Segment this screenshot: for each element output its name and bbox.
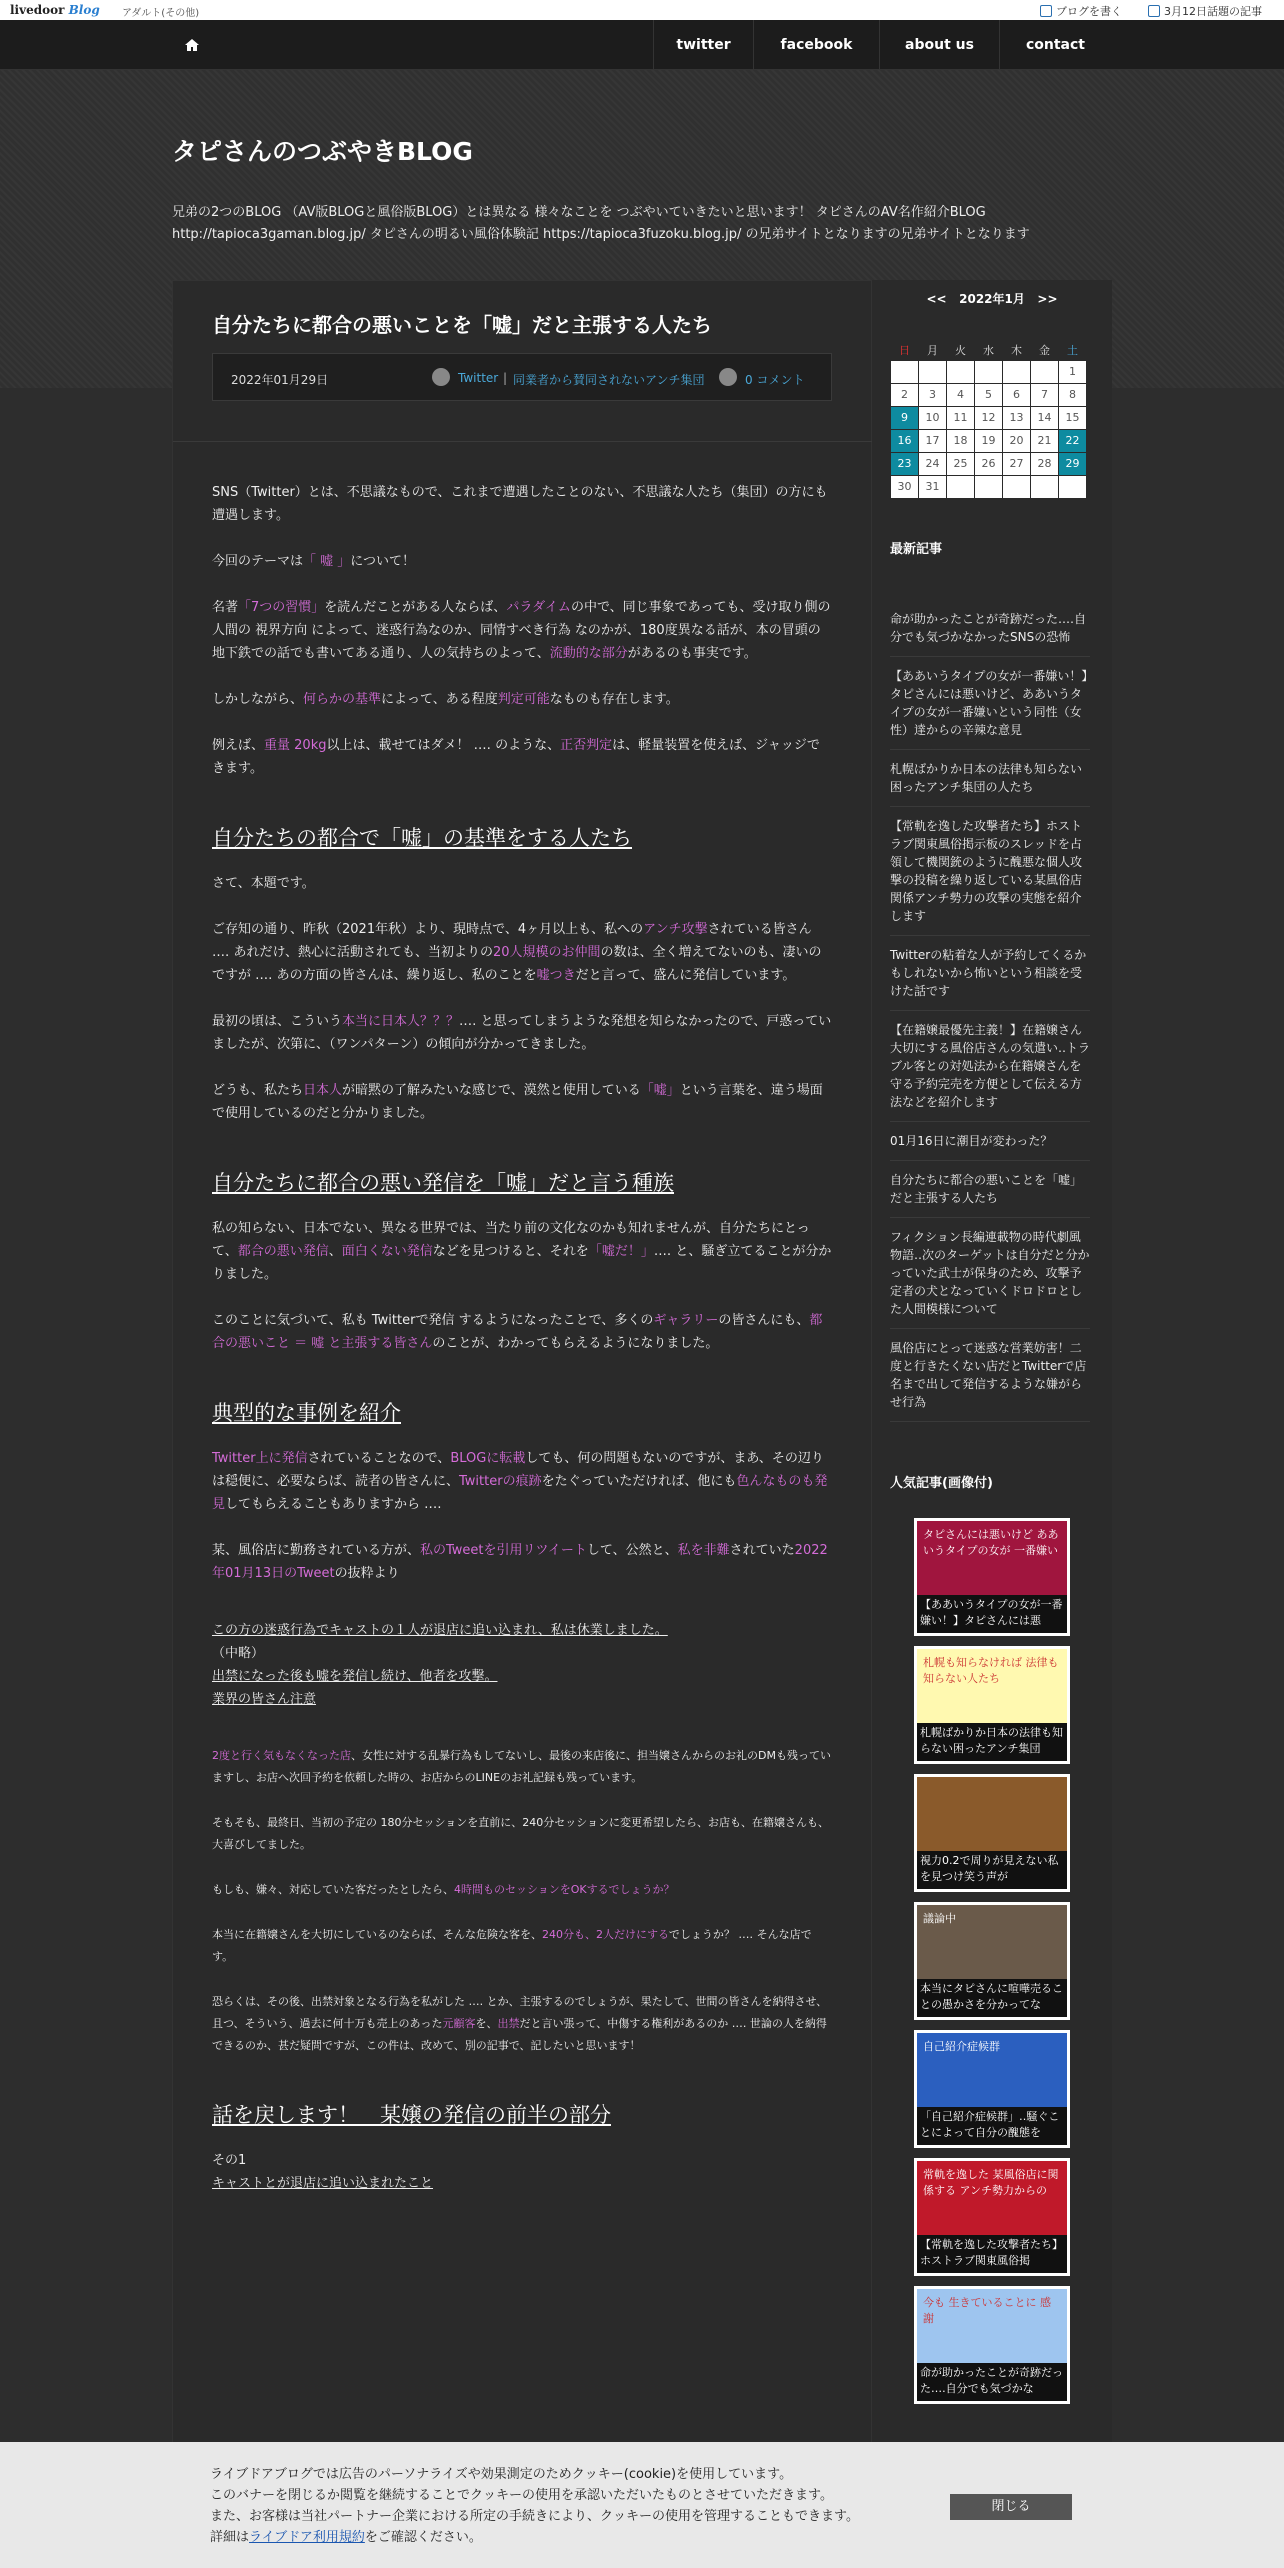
paragraph: 名著「7つの習慣」を読んだことがある人ならば、パラダイムの中で、同じ事象であっても、受け取り側の人間の 視界方向 によって、迷惑行為なのか、同情すべき行為 なのかが、180度異なる話が、本の冒頭の地下鉄での話でも書いてある通り、人の気持ちのよって、流動的な部分があるのも事実です。 (212, 600, 831, 661)
cookie-text: ライブドアブログでは広告のパーソナライズや効果測定のためクッキー(cookie)を使用しています。 このバナーを閉じるか閲覧を継続することでクッキーの使用を承認いただいたものとさせていただきます。 また、お客様は当社パートナー企業における所定の手続きにより、クッキーの使用を管理することもできます。 詳細はライブドア利用規約をご確認ください。 (210, 2467, 859, 2545)
calendar-day[interactable]: 7 (1031, 383, 1059, 406)
calendar-day[interactable]: 15 (1059, 406, 1087, 429)
calendar-day[interactable]: 12 (975, 406, 1003, 429)
section-heading: 自分たちに都合の悪い発信を「嘘」だと言う種族 (212, 1171, 674, 1195)
popular-caption: 命が助かったことが奇跡だった‥‥自分でも気づかな (917, 2363, 1067, 2401)
calendar-day[interactable]: 22 (1059, 429, 1087, 452)
popular-heading: 人気記事(画像付) (890, 1476, 993, 1491)
popular-item[interactable] (914, 1902, 1070, 2020)
calendar-month: 2022年1月 (959, 292, 1025, 306)
divider (173, 441, 873, 442)
nav-facebook[interactable]: facebook (753, 20, 879, 70)
recent-item[interactable]: フィクション長編連載物の時代劇風物語‥次のターゲットは自分だと分かっていた武士が保身のため、攻撃予定者の犬となっていくドロドロとした人間模様について (890, 1218, 1090, 1329)
small-paragraph: もしも、嫌々、対応していた客だったとしたら、4時間ものセッションをOKするでしょうか？ (212, 1883, 675, 1896)
calendar-table (890, 340, 1087, 499)
quote-line: （中略） (212, 1646, 265, 1661)
calendar-day (1031, 360, 1059, 383)
write-blog-label: ブログを書く (1056, 5, 1122, 18)
topic-label: 3月12日話題の記事 (1164, 5, 1262, 18)
calendar-day[interactable]: 30 (891, 475, 919, 498)
calendar-day[interactable]: 16 (891, 429, 919, 452)
paragraph: その1 (212, 2153, 247, 2168)
small-paragraph: 本当に在籍嬢さんを大切にしているのならば、そんな危険な客を、240分も、2人だけにするでしょうか？ ‥‥ そんな店です。 (212, 1928, 812, 1963)
popular-item[interactable] (914, 1646, 1070, 1764)
calendar-icon (1148, 5, 1160, 17)
calendar-day[interactable]: 6 (1003, 383, 1031, 406)
calendar-day[interactable]: 18 (947, 429, 975, 452)
popular-caption: 札幌ばかりか日本の法律も知らない困ったアンチ集団 (917, 1723, 1067, 1761)
comment-count-link[interactable]: 0 コメント (745, 373, 805, 387)
calendar-next[interactable]: >> (1037, 292, 1058, 306)
calendar-day[interactable]: 17 (919, 429, 947, 452)
recent-item[interactable]: 札幌ばかりか日本の法律も知らない困ったアンチ集団の人たち (890, 750, 1090, 807)
weekday-label: 日 (899, 343, 910, 357)
calendar-day[interactable]: 23 (891, 452, 919, 475)
recent-heading: 最新記事 (890, 542, 943, 557)
topic-link[interactable] (1148, 3, 1262, 19)
folder-icon (432, 368, 450, 386)
blog-description: 兄弟の2つのBLOG （AV版BLOGと風俗版BLOG）とは異なる 様々なことを つぶやいていきたいと思います！ タピさんのAV名作紹介BLOG http://tapioca3gaman.blog.jp/ タピさんの明るい風俗体験記 https://tapioca3fuzoku.blog.jp/ の兄弟サイトとなりますの兄弟サイトとなります (172, 205, 1030, 242)
cookie-close-button[interactable]: 閉じる (950, 2494, 1072, 2520)
popular-item[interactable] (914, 1518, 1070, 1636)
recent-item[interactable]: Twitterの粘着な人が予約してくるかもしれないから怖いという相談を受けた話です (890, 936, 1090, 1011)
calendar-day (1059, 475, 1087, 498)
blog-title[interactable]: タピさんのつぶやきBLOG (172, 137, 473, 166)
pencil-icon (1040, 5, 1052, 17)
popular-thumbnail: 自己紹介症候群 (917, 2033, 1067, 2113)
popular-caption: 【常軌を逸した攻撃者たち】ホストラブ関東風俗掲 (917, 2235, 1067, 2273)
weekday-label: 木 (1011, 343, 1022, 357)
weekday-label: 月 (927, 343, 938, 357)
calendar-header (872, 280, 1112, 307)
calendar-day[interactable]: 25 (947, 452, 975, 475)
calendar-prev[interactable]: << (926, 292, 947, 306)
paragraph: 私の知らない、日本でない、異なる世界では、当たり前の文化なのかも知れませんが、自分たちにとって、都合の悪い発信、面白くない発信などを見つけると、それを「嘘だ！」‥‥ と、騒ぎ立てることが分かりました。 (212, 1221, 832, 1282)
recent-item[interactable]: 命が助かったことが奇跡だった‥‥自分でも気づかなかったSNSの恐怖 (890, 600, 1090, 657)
comment-icon (719, 368, 737, 386)
article-column (172, 280, 872, 2568)
logo-text: livedoor (10, 3, 65, 17)
calendar-day[interactable]: 31 (919, 475, 947, 498)
category-separator: | (503, 371, 508, 385)
small-paragraph: 恐らくは、その後、出禁対象となる行為を私がした ‥‥ とか、主張するのでしょうが、果たして、世間の皆さんを納得させ、且つ、そういう、過去に何十万も売上のあった元顧客を、出禁だと言い張って、中傷する権利があるのか ‥‥ 世論の人を納得できるのか、甚だ疑問ですが、この件は、改めて、別の記事で、記したいと思います！ (212, 1995, 828, 2052)
paragraph: さて、本題です。 (212, 876, 315, 891)
quote-line: この方の迷惑行為でキャストの１人が退店に追い込まれ、私は休業しました。 (212, 1623, 668, 1638)
calendar-day[interactable]: 28 (1031, 452, 1059, 475)
popular-thumbnail: タピさんには悪いけど ああいうタイプの女が 一番嫌い (917, 1521, 1067, 1601)
article-meta (212, 353, 832, 401)
calendar-day (1031, 475, 1059, 498)
article-date: 2022年01月29日 (231, 373, 329, 387)
paragraph: どうも、私たち日本人が暗黙の了解みたいな感じで、漠然と使用している「嘘」という言葉を、違う場面で使用しているのだと分かりました。 (212, 1083, 823, 1121)
calendar-day[interactable]: 10 (919, 406, 947, 429)
small-paragraph: そもそも、最終日、当初の予定の 180分セッションを直前に、240分セッションに変更希望したら、お店も、在籍嬢さんも、大喜びしてました。 (212, 1816, 830, 1851)
calendar-day[interactable]: 24 (919, 452, 947, 475)
paragraph: Twitter上に発信されていることなので、BLOGに転載しても、何の問題もないのですが、まあ、その辺りは穏便に、必要ならば、読者の皆さんに、Twitterの痕跡をたぐっていただければ、他にも色んなものも発見してもらえることもありますから ‥‥ (212, 1451, 828, 1512)
weekday-label: 金 (1039, 343, 1050, 357)
paragraph: ご存知の通り、昨秋（2021年秋）より、現時点で、4ヶ月以上も、私へのアンチ攻撃されている皆さん ‥‥ あれだけ、熱心に活動されても、当初よりの20人規模のお仲間の数は、全く増えてないのも、凄いのですが ‥‥ あの方面の皆さんは、繰り返し、私のことを嘘つきだと言って、盛んに発信しています。 (212, 922, 822, 983)
recent-item[interactable]: 【ああいうタイプの女が一番嫌い！】タピさんには悪いけど、ああいうタイプの女が一番嫌いという同性（女性）達からの辛辣な意見 (890, 657, 1090, 750)
quote-line: 業界の皆さん注意 (212, 1692, 317, 1707)
popular-caption: 視力0.2で周りが見えない私を見つけ笑う声が (917, 1851, 1067, 1889)
calendar-day[interactable]: 9 (891, 406, 919, 429)
section-heading: 典型的な事例を紹介 (212, 1401, 401, 1425)
popular-item[interactable] (914, 1774, 1070, 1892)
calendar-day[interactable]: 8 (1059, 383, 1087, 406)
paragraph: キャストとが退店に追い込まれたこと (212, 2176, 434, 2191)
calendar-day[interactable]: 19 (975, 429, 1003, 452)
popular-caption: 本当にタピさんに喧嘩売ることの愚かさを分かってな (917, 1979, 1067, 2017)
category-link-twitter[interactable]: Twitter (458, 371, 499, 385)
quote-line: 出禁になった後も嘘を発信し続け、他者を攻撃。 (212, 1669, 498, 1684)
calendar (872, 280, 1112, 493)
terms-link[interactable]: ライブドア利用規約 (249, 2530, 365, 2545)
paragraph: このことに気づいて、私も Twitterで発信 するようになったことで、多くのギャラリーの皆さんにも、都合の悪いこと ＝ 嘘 と主張する皆さんのことが、わかってもらえるようになりました。 (212, 1313, 823, 1351)
recent-item[interactable]: 【在籍嬢最優先主義！】在籍嬢さん大切にする風俗店さんの気遣い‥トラブル客との対処法から在籍嬢さんを守る予約完売を方便として伝える方法などを紹介します (890, 1011, 1090, 1122)
calendar-day[interactable]: 14 (1031, 406, 1059, 429)
weekday-label: 土 (1067, 343, 1078, 357)
calendar-day[interactable]: 26 (975, 452, 1003, 475)
article-body (212, 481, 832, 2195)
calendar-day[interactable]: 20 (1003, 429, 1031, 452)
global-nav (0, 20, 1284, 70)
popular-item[interactable] (914, 2158, 1070, 2276)
calendar-day (1003, 360, 1031, 383)
calendar-day[interactable]: 4 (947, 383, 975, 406)
recent-item[interactable]: 風俗店にとって迷惑な営業妨害！二度と行きたくない店だとTwitterで店名まで出して発信するような嫌がらせ行為 (890, 1329, 1090, 1422)
write-blog-link[interactable] (1040, 3, 1122, 19)
calendar-day[interactable]: 13 (1003, 406, 1031, 429)
logo-blog: Blog (68, 3, 100, 17)
paragraph: 最初の頃は、こういう本当に日本人？？？‥‥ と思ってしまうような発想を知らなかったので、戸惑っていましたが、次第に、（ワンパターン）の傾向が分かってきました。 (212, 1014, 832, 1052)
popular-item[interactable] (914, 2030, 1070, 2148)
recent-item[interactable]: 【常軌を逸した攻撃者たち】ホストラブ関東風俗掲示板のスレッドを占領して機関銃のように醜悪な個人攻撃の投稿を繰り返している某風俗店関係アンチ勢力の攻撃の実態を紹介します (890, 807, 1090, 936)
home-icon[interactable] (183, 36, 201, 54)
paragraph: 今回のテーマは「 嘘 」について！ (212, 554, 416, 569)
weekday-label: 水 (983, 343, 994, 357)
calendar-day (975, 360, 1003, 383)
calendar-day[interactable]: 21 (1031, 429, 1059, 452)
calendar-day[interactable]: 3 (919, 383, 947, 406)
popular-thumbnail: 常軌を逸した 某風俗店に関係する アンチ勢力からの (917, 2161, 1067, 2241)
calendar-day[interactable]: 2 (891, 383, 919, 406)
popular-thumbnail (917, 1777, 1067, 1857)
paragraph: 例えば、重量 20kg以上は、載せてはダメ！ ‥‥ のような、正否判定は、軽量装置を使えば、ジャッジできます。 (212, 738, 820, 776)
section-heading: 自分たちの都合で「嘘」の基準をする人たち (212, 826, 632, 850)
nav-contact[interactable]: contact (999, 20, 1111, 70)
weekday-label: 火 (955, 343, 966, 357)
popular-thumbnail: 札幌も知らなければ 法律も知らない人たち (917, 1649, 1067, 1729)
recent-item[interactable]: 01月16日に潮目が変わった？ (890, 1122, 1090, 1161)
calendar-day[interactable]: 1 (1059, 360, 1087, 383)
calendar-day (919, 360, 947, 383)
popular-list (914, 1518, 1070, 2414)
popular-caption: 【ああいうタイプの女が一番嫌い！】タピさんには悪 (917, 1595, 1067, 1633)
article-title[interactable]: 自分たちに都合の悪いことを「嘘」だと主張する人たち (212, 313, 712, 337)
blog-category[interactable]: アダルト(その他) (122, 8, 200, 19)
popular-item[interactable] (914, 2286, 1070, 2404)
section-heading: 話を戻します！ 某嬢の発信の前半の部分 (212, 2103, 611, 2127)
popular-caption: 「自己紹介症候群」‥騒ぐことによって自分の醜態を (917, 2107, 1067, 2145)
category-link-anti[interactable]: 同業者から賛同されないアンチ集団 (513, 373, 705, 387)
calendar-day (975, 475, 1003, 498)
popular-thumbnail: 議論中 (917, 1905, 1067, 1985)
calendar-day[interactable]: 27 (1003, 452, 1031, 475)
livedoor-topbar (0, 0, 1284, 20)
quote-block (212, 1619, 832, 1711)
nav-about-us[interactable]: about us (879, 20, 999, 70)
cookie-banner (0, 2442, 1284, 2568)
calendar-day[interactable]: 5 (975, 383, 1003, 406)
recent-item[interactable]: 自分たちに都合の悪いことを「嘘」だと主張する人たち (890, 1161, 1090, 1218)
livedoor-logo[interactable] (10, 3, 100, 17)
calendar-day[interactable]: 29 (1059, 452, 1087, 475)
sidebar (872, 280, 1112, 2568)
calendar-day (891, 360, 919, 383)
paragraph: SNS（Twitter）とは、不思議なもので、これまで遭遇したことのない、不思議な人たち（集団）の方にも遭遇します。 (212, 485, 828, 523)
recent-list (890, 600, 1090, 1422)
calendar-day (947, 360, 975, 383)
popular-thumbnail: 今も 生きていることに 感謝 (917, 2289, 1067, 2369)
nav-twitter[interactable]: twitter (653, 20, 753, 70)
paragraph: しかしながら、何らかの基準によって、ある程度判定可能なものも存在します。 (212, 692, 679, 707)
calendar-day[interactable]: 11 (947, 406, 975, 429)
paragraph: 某、風俗店に勤務されている方が、私のTweetを引用リツイートして、公然と、私を非難されていた2022年01月13日のTweetの抜粋より (212, 1543, 828, 1581)
calendar-day (947, 475, 975, 498)
small-paragraph: 2度と行く気もなくなった店、女性に対する乱暴行為もしてないし、最後の来店後に、担当嬢さんからのお礼のDMも残っていますし、お店へ次回予約を依頼した時の、お店からのLINEのお礼記録も残っています。 (212, 1749, 831, 1784)
calendar-day (1003, 475, 1031, 498)
